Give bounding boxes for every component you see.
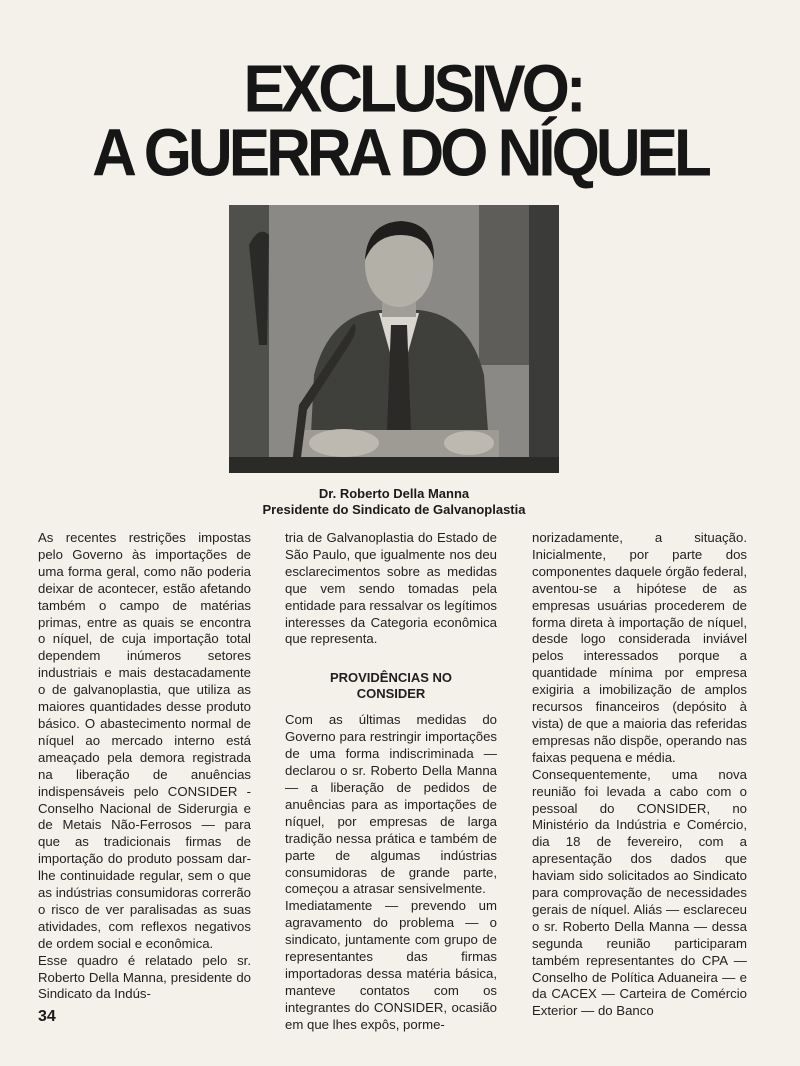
paragraph: Imediatamente — prevendo um agravamento do problema — o sindicato, juntamente com grupo de representantes das firmas importadoras dessa matéria básica, manteve contatos com os integrantes do CONSIDER, ocasião em que lhes expôs, porme-: [285, 898, 497, 1032]
title-line-1: EXCLUSIVO:: [243, 52, 583, 127]
article-column-1: [38, 530, 251, 1003]
caption-name: Dr. Roberto Della Manna: [318, 486, 470, 501]
photo-caption: [229, 486, 559, 518]
section-heading-line-1: PROVIDÊNCIAS NO: [329, 670, 453, 686]
portrait-photo: [229, 205, 559, 473]
paragraph: Consequentemente, uma nova reunião foi levada a cabo com o pessoal do CONSIDER, no Ministério da Indústria e Comércio, dia 18 de fevereiro, com a apresentação dos dados que haviam sido solicitados ao Sindicato para comprovação de necessidades gerais de níquel. Aliás — esclareceu o sr. Roberto Della Manna — dessa segunda reunião participaram também representantes do CPA — Conselho de Política Aduaneira — e da CACEX — Carteira de Comércio Exterior — do Banco: [532, 766, 747, 1019]
article-title: [0, 52, 800, 191]
paragraph: Com as últimas medidas do Governo para restringir importações de uma forma indiscriminada — declarou o sr. Roberto Della Manna — a liberação de pedidos de anuências para as importações de níquel, por empresas de larga tradição nessa prática e também de parte de algumas indústrias consumidoras de grande parte, começou a atrasar sensivelmente.: [285, 712, 497, 897]
paragraph: As recentes restrições impostas pelo Governo às importações de uma forma geral, como não poderia deixar de acontecer, estão afetando também o campo de matérias primas, entre as quais se encontra o níquel, de cuja importação total dependem inúmeros setores industriais e mais destacadamente o de galvanoplastia, que utiliza as maiores quantidades desse produto básico. O abastecimento normal de níquel ao mercado interno está ameaçado pela demora registrada na liberação de anuências indispensáveis pelo CONSIDER - Conselho Nacional de Siderurgia e de Metais Não-Ferrosos — para que as tradicionais firmas de importação do produto possam dar-lhe continuidade regular, sem o que as indústrias consumidoras correrão o risco de ver paralisadas as suas atividades, com reflexos negativos de ordem social e econômica.: [38, 530, 251, 951]
article-column-2: [285, 530, 497, 1034]
paragraph: tria de Galvanoplastia do Estado de São Paulo, que igualmente nos deu esclarecimentos sobre as medidas que vem sendo tomadas pela entidade para ressalvar os legítimos interesses da Categoria econômica que representa.: [285, 530, 497, 647]
article-column-3: [532, 530, 747, 1020]
page-number: 34: [38, 1008, 56, 1025]
title-line-2: A GUERRA DO NÍQUEL: [92, 116, 708, 191]
paragraph: Esse quadro é relatado pelo sr. Roberto Della Manna, presidente do Sindicato da Indús-: [38, 952, 251, 1002]
paragraph: norizadamente, a situação. Inicialmente, por parte dos componentes daquele órgão federal, aventou-se a hipótese de as empresas usuárias procederem de forma direta à importação de níquel, desde logo considerada inviável pelos interessados porque a quantidade mínima por empresa exigiria a imobilização de amplos recursos financeiros (depósito à vista) de que a maioria das referidas empresas não dispõe, operando nas faixas pequena e média.: [532, 530, 747, 765]
section-heading: [285, 670, 497, 702]
section-heading-line-2: CONSIDER: [356, 686, 426, 702]
caption-role: Presidente do Sindicato de Galvanoplastia: [262, 502, 526, 517]
